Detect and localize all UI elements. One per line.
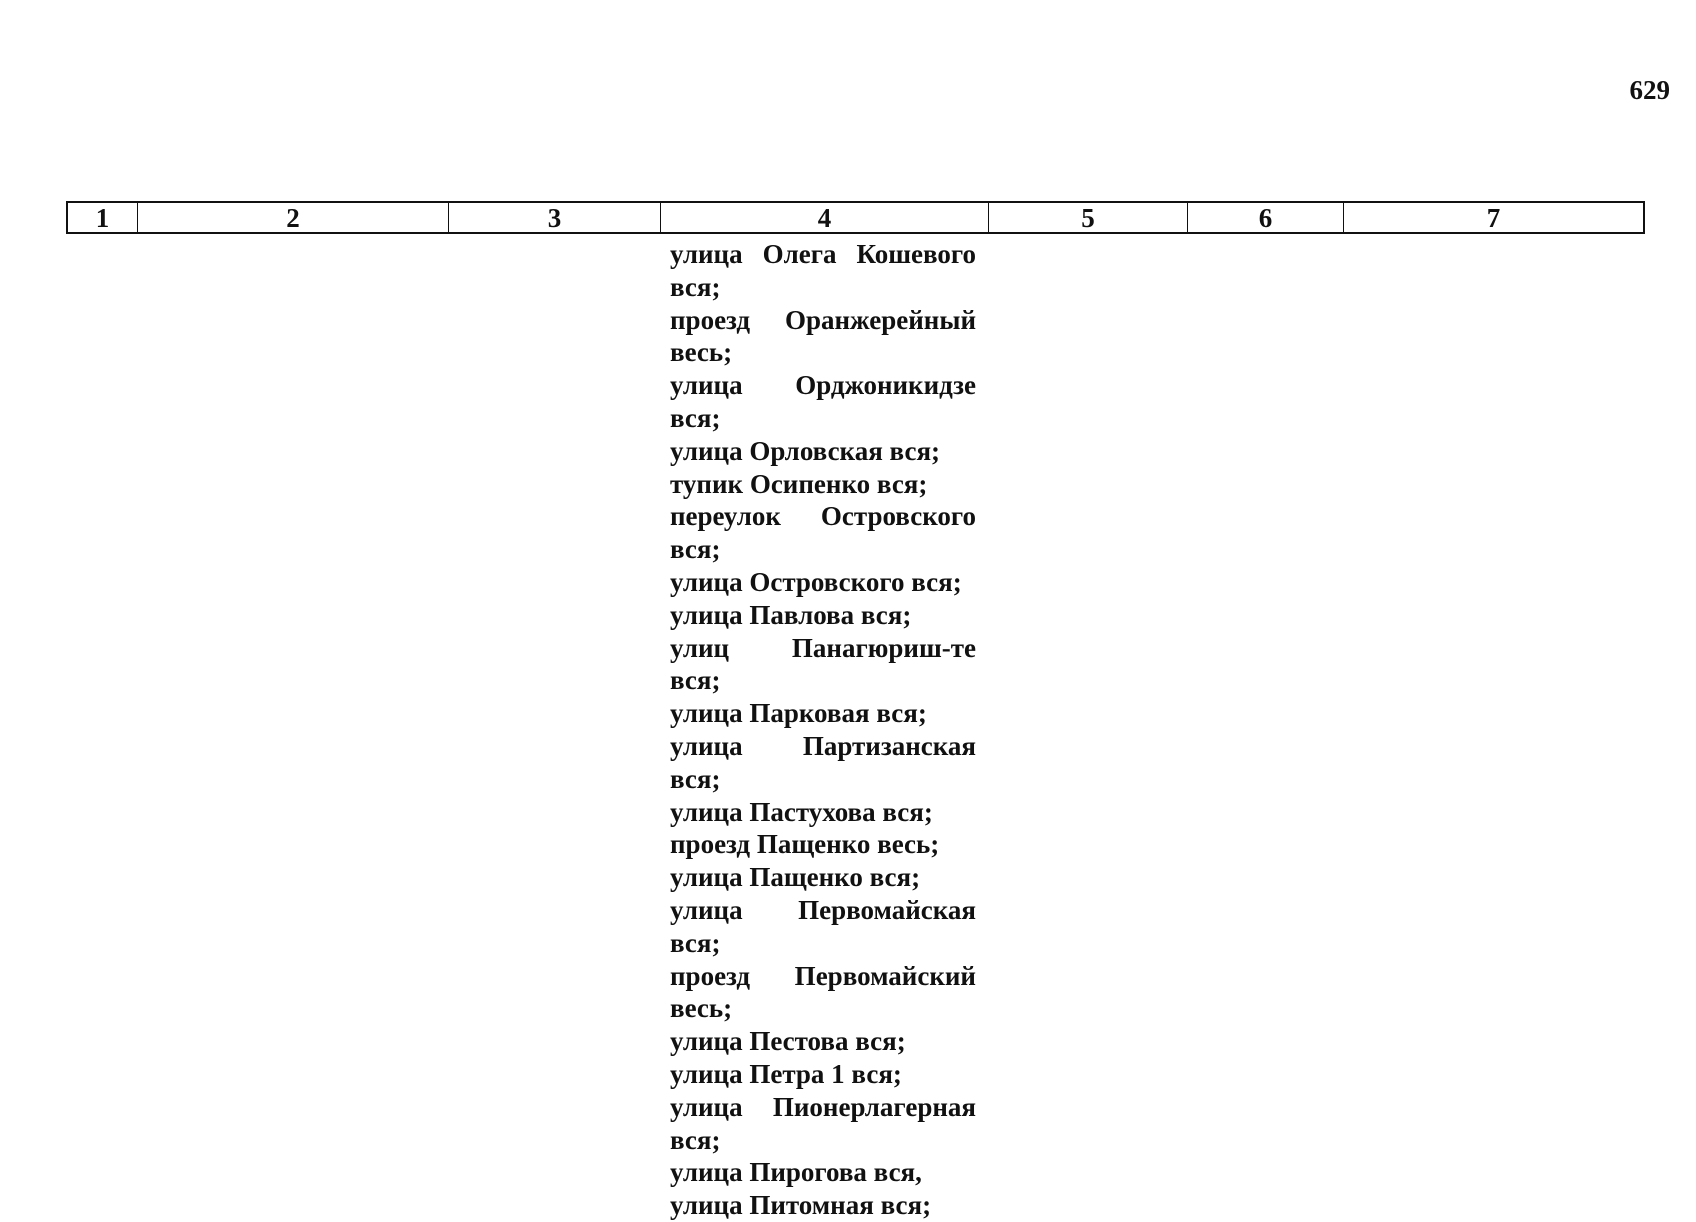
list-item: улица Петра 1 вся; <box>670 1058 902 1089</box>
table-header-row <box>66 201 1645 234</box>
column-header-4: 4 <box>661 203 989 232</box>
column-header-7: 7 <box>1486 203 1501 233</box>
list-item: улица Питомная вся; <box>670 1190 932 1221</box>
list-item: проезд Первомайский весь; <box>670 960 976 1024</box>
list-item: улица Пионерлагерная вся; <box>670 1091 976 1155</box>
list-item: улица Пирогова вся, <box>670 1157 922 1188</box>
page-number: 629 <box>1629 75 1670 105</box>
column-4-address-list <box>670 238 976 1222</box>
column-header-1: 1 <box>68 203 138 232</box>
list-item: улица Первомайская вся; <box>670 894 976 958</box>
column-header-3: 3 <box>449 203 661 232</box>
list-item: переулок Островского вся; <box>670 501 976 565</box>
column-header-5: 5 <box>989 203 1188 232</box>
list-item: проезд Оранжерейный весь; <box>670 304 976 368</box>
list-item: улиц Панагюриш-те вся; <box>670 632 976 696</box>
list-item: улица Орджоникидзе вся; <box>670 370 976 433</box>
list-item: улица Парковая вся; <box>670 698 927 729</box>
list-item: улица Островского вся; <box>670 566 962 597</box>
column-header-2: 2 <box>138 203 449 232</box>
list-item: улица Олега Кошевого вся; <box>670 239 976 302</box>
list-item: улица Пащенко вся; <box>670 862 921 893</box>
list-item: улица Пастухова вся; <box>670 796 933 827</box>
column-header-6: 6 <box>1188 203 1344 232</box>
list-item: улица Пестова вся; <box>670 1026 906 1057</box>
list-item: улица Партизанская вся; <box>670 730 976 794</box>
list-item: улица Орловская вся; <box>670 435 941 466</box>
list-item: тупик Осипенко вся; <box>670 468 928 499</box>
list-item: улица Павлова вся; <box>670 599 912 630</box>
list-item: проезд Пащенко весь; <box>670 829 940 860</box>
